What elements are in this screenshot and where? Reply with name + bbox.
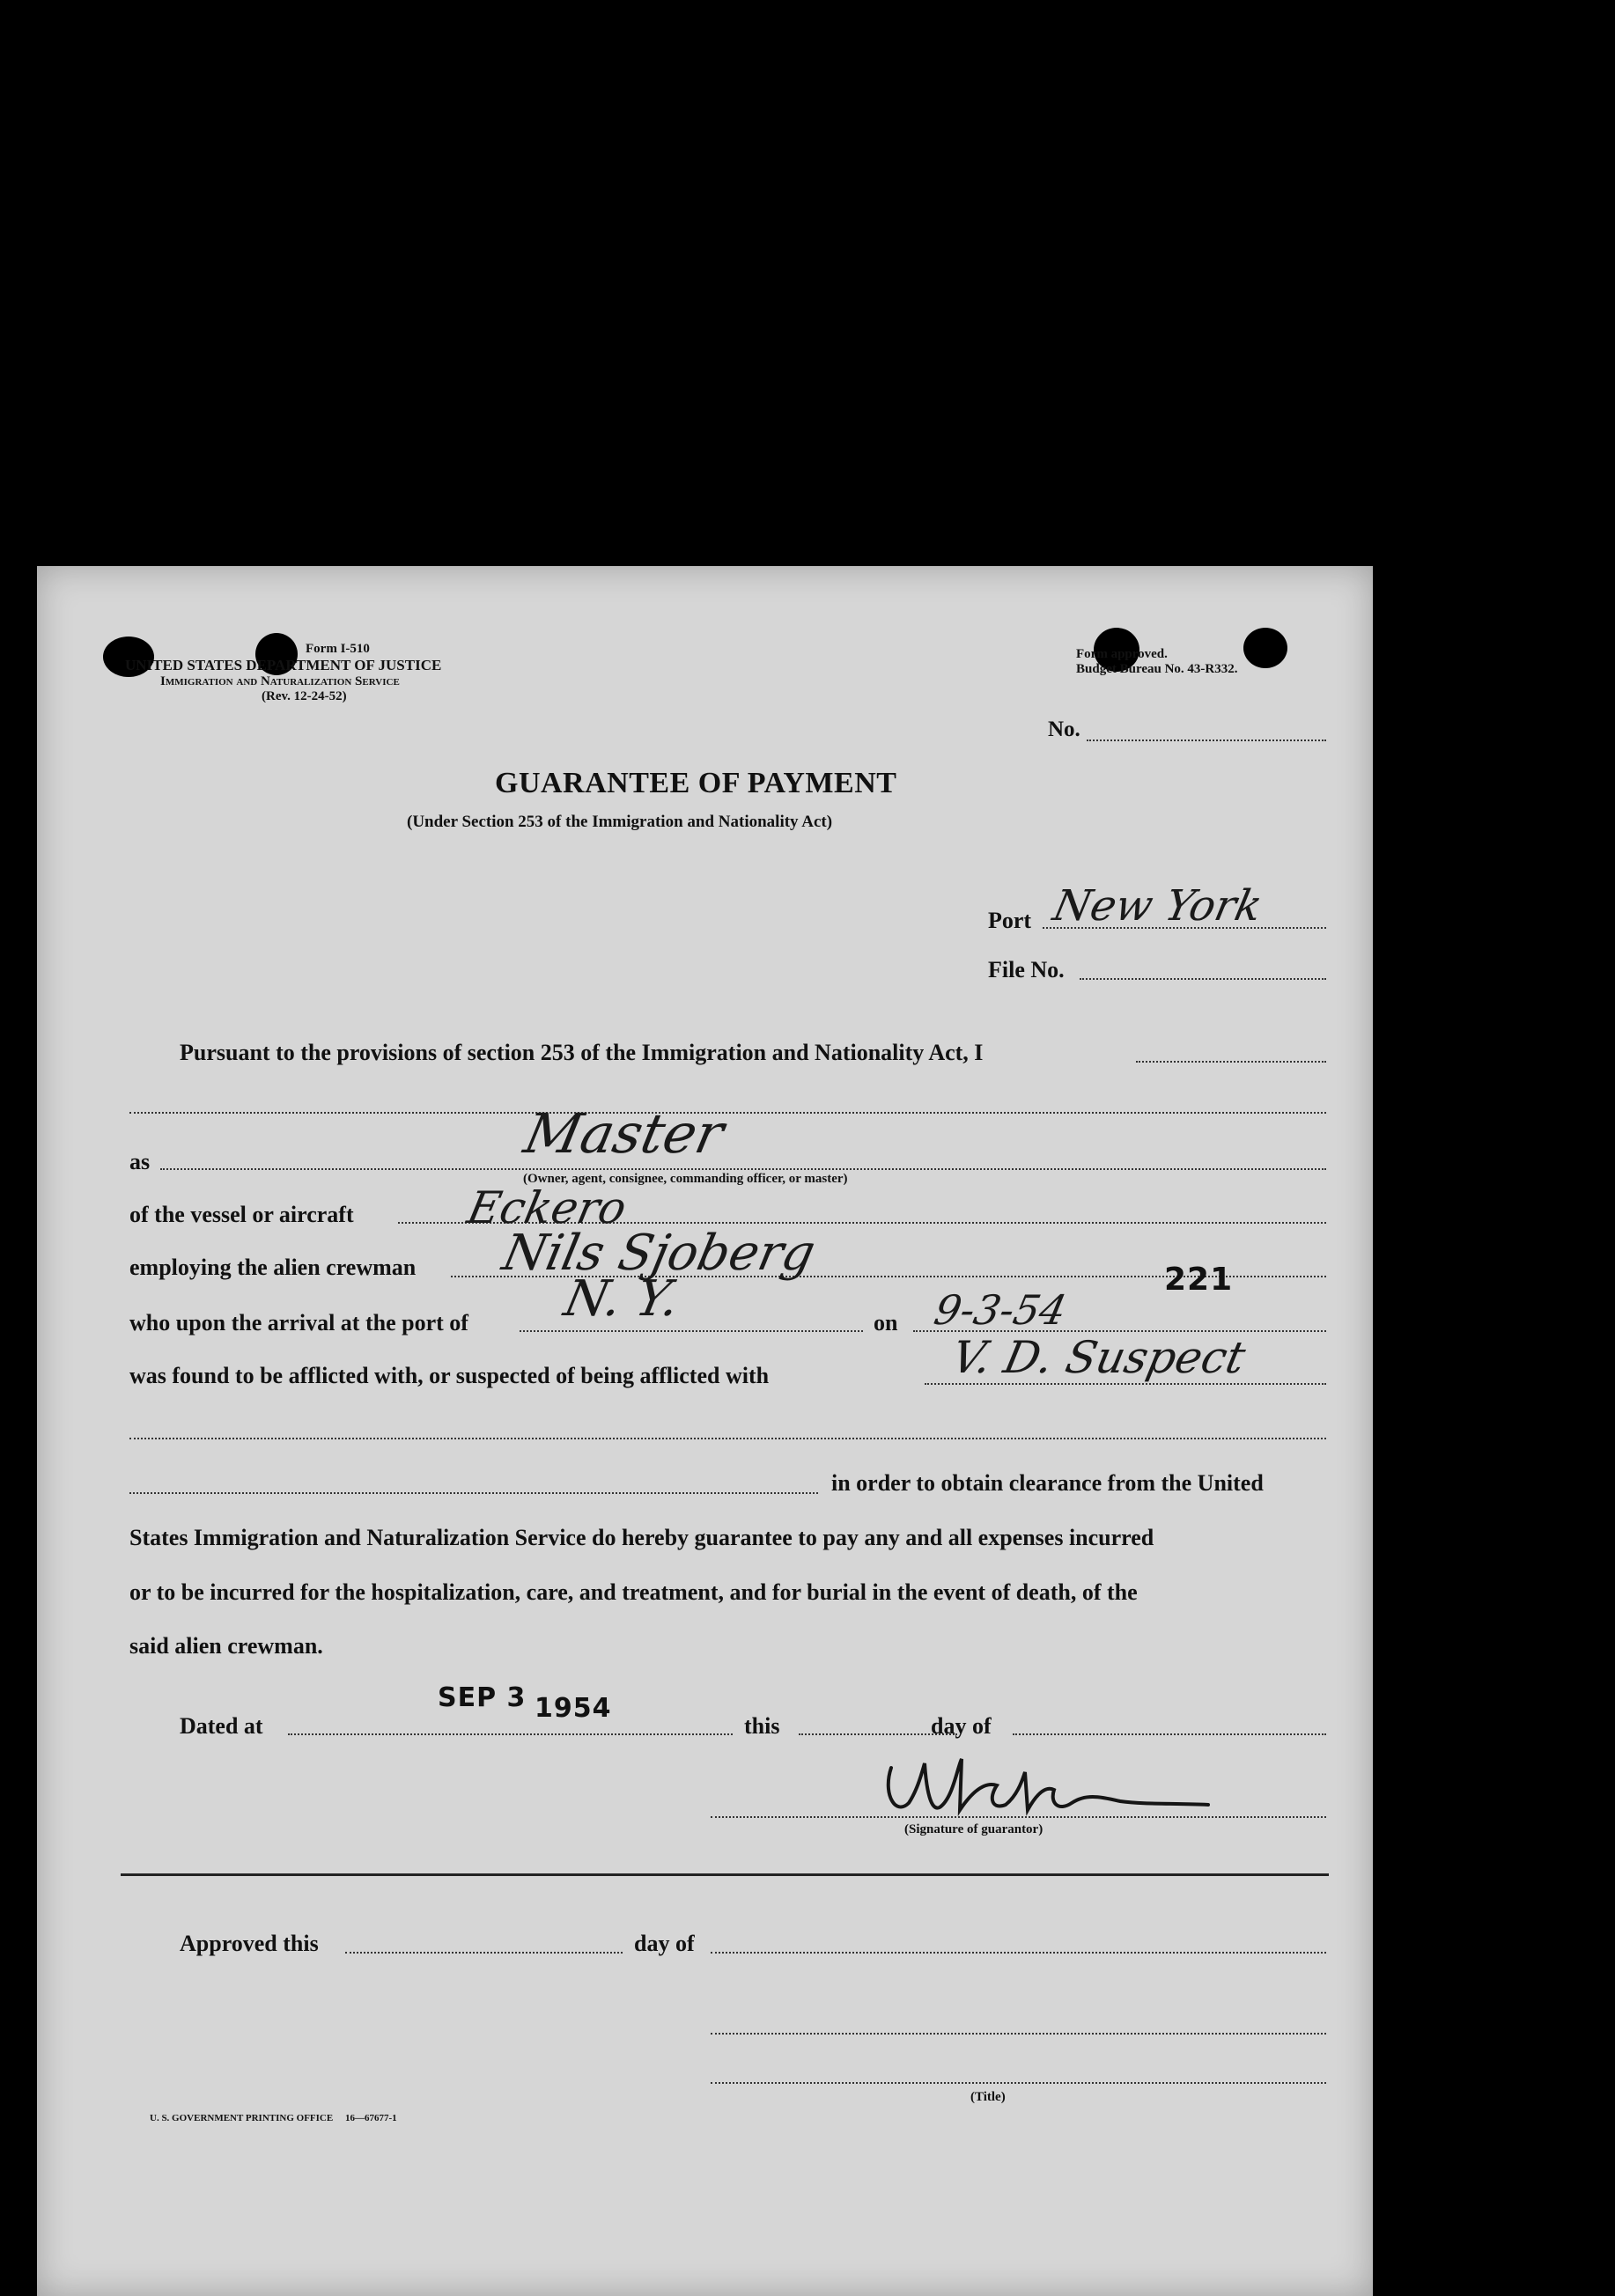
- arrival-label: who upon the arrival at the port of: [129, 1310, 468, 1336]
- title-caption: (Title): [970, 2090, 1006, 2104]
- service-name: Immigration and Naturalization Service: [160, 674, 400, 688]
- paragraph-line-2: States Immigration and Naturalization Service do hereby guarantee to pay any and all expenses incurred: [129, 1525, 1154, 1550]
- form-revision: (Rev. 12-24-52): [262, 689, 347, 703]
- stamp-number: 221: [1164, 1262, 1234, 1298]
- arrival-date-value: 9-3-54: [930, 1286, 1071, 1334]
- number-label: No.: [1048, 718, 1080, 741]
- form-page: [37, 566, 1373, 2296]
- file-no-label: File No.: [988, 957, 1065, 982]
- approved-day-of-label: day of: [634, 1931, 695, 1956]
- page-subtitle: (Under Section 253 of the Immigration and Nationality Act): [407, 813, 833, 831]
- dated-place-field[interactable]: [288, 1733, 733, 1735]
- afflicted-value: V. D. Suspect: [947, 1332, 1250, 1383]
- pursuant-text: Pursuant to the provisions of section 253 of the Immigration and Nationality Act, I: [180, 1040, 984, 1065]
- paragraph-line-3: or to be incurred for the hospitalization, care, and treatment, and for burial in the event of death, of the: [129, 1579, 1138, 1605]
- as-caption: (Owner, agent, consignee, commanding officer, or master): [523, 1172, 848, 1186]
- as-field[interactable]: [160, 1168, 1326, 1170]
- port-label: Port: [988, 908, 1032, 933]
- approver-title-field[interactable]: [711, 2082, 1326, 2084]
- dated-month-field[interactable]: [1013, 1733, 1326, 1735]
- page-title: GUARANTEE OF PAYMENT: [495, 767, 897, 799]
- arrival-port-field[interactable]: [520, 1330, 863, 1332]
- arrival-on-label: on: [874, 1310, 898, 1336]
- form-approved: Form approved.: [1076, 647, 1168, 661]
- crewman-label: employing the alien crewman: [129, 1255, 417, 1280]
- printing-office: U. S. GOVERNMENT PRINTING OFFICE 16—67677-1: [150, 2113, 397, 2123]
- approved-month-field[interactable]: [711, 1952, 1326, 1954]
- dated-day-of-label: day of: [931, 1713, 992, 1739]
- port-value: New York: [1049, 881, 1267, 931]
- file-no-field[interactable]: [1080, 978, 1326, 980]
- section-divider: [121, 1873, 1329, 1876]
- approved-day-field[interactable]: [345, 1952, 623, 1954]
- dated-stamp-date: SEP 3: [438, 1682, 527, 1713]
- guarantor-name-line-2[interactable]: [129, 1112, 1326, 1114]
- number-field[interactable]: [1087, 740, 1326, 741]
- department-name: UNITED STATES DEPARTMENT OF JUSTICE: [125, 657, 442, 673]
- form-number: Form I-510: [306, 642, 370, 656]
- afflicted-line-3[interactable]: [129, 1492, 818, 1494]
- as-label: as: [129, 1149, 151, 1174]
- afflicted-line-2[interactable]: [129, 1438, 1326, 1439]
- dated-label: Dated at: [180, 1713, 263, 1739]
- arrival-port-value: N. Y.: [559, 1270, 685, 1328]
- dated-stamp-year: 1954: [535, 1693, 612, 1724]
- punch-hole: [1243, 628, 1287, 668]
- crewman-value: Nils Sjoberg: [498, 1225, 821, 1282]
- signature-field[interactable]: [711, 1816, 1326, 1818]
- paragraph-line-4: said alien crewman.: [129, 1633, 323, 1659]
- approver-signature-field[interactable]: [711, 2033, 1326, 2035]
- budget-bureau: Budget Bureau No. 43-R332.: [1076, 662, 1238, 676]
- signature-caption: (Signature of guarantor): [904, 1822, 1043, 1836]
- as-value: Master: [519, 1101, 730, 1166]
- vessel-label: of the vessel or aircraft: [129, 1202, 354, 1227]
- dated-this-label: this: [744, 1713, 780, 1739]
- approved-label: Approved this: [180, 1931, 319, 1956]
- clearance-text: in order to obtain clearance from the United: [831, 1470, 1264, 1496]
- vessel-value: Eckero: [462, 1182, 631, 1233]
- afflicted-field[interactable]: [925, 1383, 1326, 1385]
- afflicted-label: was found to be afflicted with, or suspected of being afflicted with: [129, 1363, 770, 1388]
- guarantor-name-field[interactable]: [1136, 1061, 1326, 1063]
